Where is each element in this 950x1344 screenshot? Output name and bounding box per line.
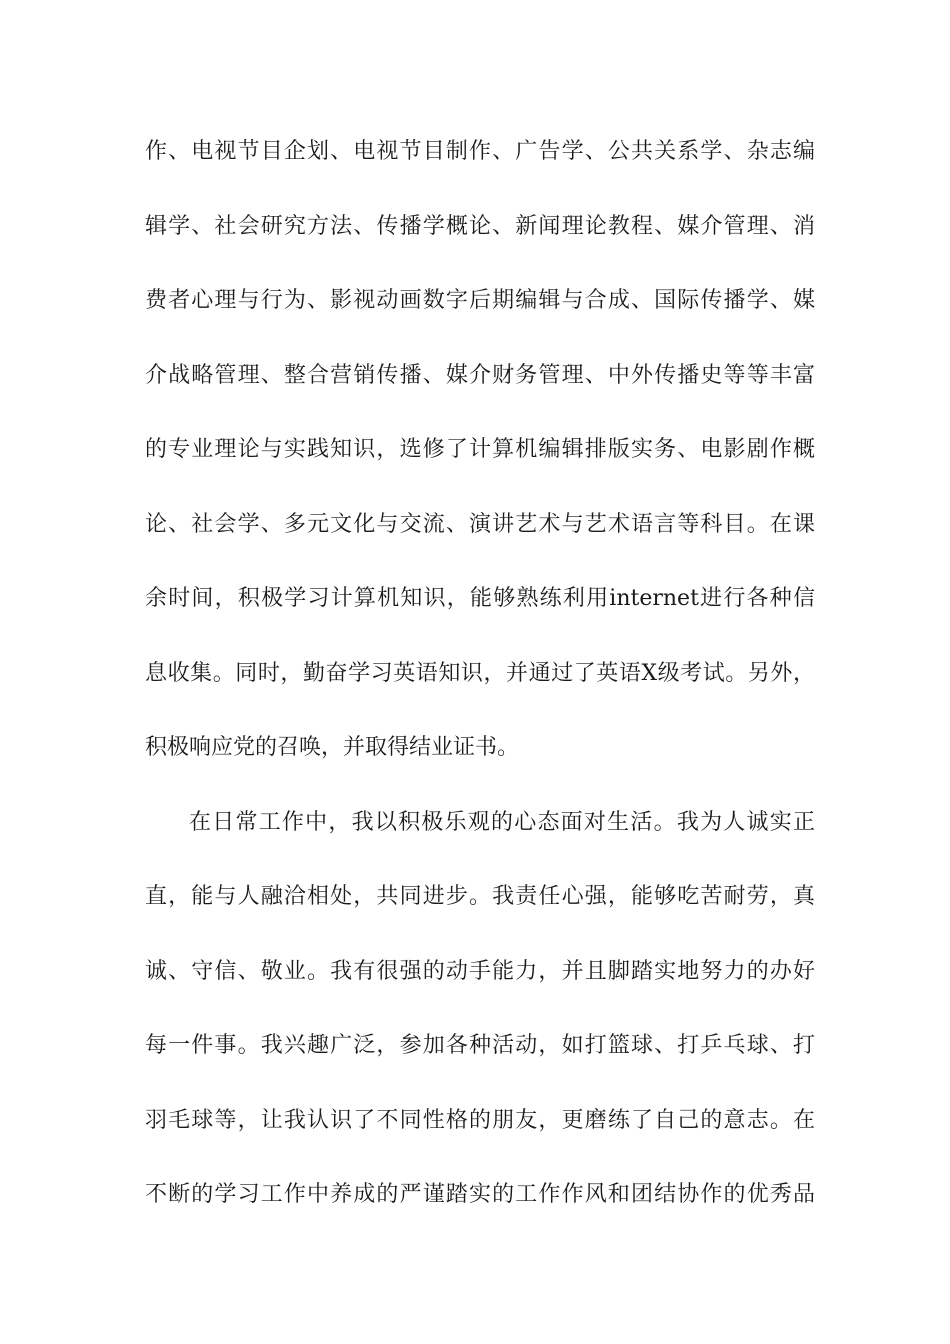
paragraph-start-line: 在日常工作中，我以积极乐观的心态面对生活。我为人诚实正	[189, 809, 815, 835]
text-line: 辑学、社会研究方法、传播学概论、新闻理论教程、媒介管理、消	[145, 213, 815, 239]
text-line: 费者心理与行为、影视动画数字后期编辑与合成、国际传播学、媒	[145, 288, 815, 313]
text-line: 直，能与人融洽相处，共同进步。我责任心强，能够吃苦耐劳，真	[145, 884, 815, 909]
text-line: 论、社会学、多元文化与交流、演讲艺术与艺术语言等科目。在课	[145, 511, 815, 537]
text-line: 介战略管理、整合营销传播、媒介财务管理、中外传播史等等丰富	[145, 362, 815, 388]
text-line: 作、电视节目企划、电视节目制作、广告学、公共关系学、杂志编	[145, 139, 815, 164]
text-line: 每一件事。我兴趣广泛，参加各种活动，如打篮球、打乒乓球、打	[145, 1033, 815, 1058]
text-line: 羽毛球等，让我认识了不同性格的朋友，更磨练了自己的意志。在	[145, 1107, 815, 1133]
text-line: 诚、守信、敬业。我有很强的动手能力，并且脚踏实地努力的办好	[145, 958, 815, 984]
text-line: 余时间，积极学习计算机知识，能够熟练利用internet进行各种信	[145, 586, 815, 611]
paragraph-end-line: 积极响应党的召唤，并取得结业证书。	[145, 735, 520, 760]
text-line: 息收集。同时，勤奋学习英语知识，并通过了英语X级考试。另外，	[145, 660, 815, 686]
text-line: 不断的学习工作中养成的严谨踏实的工作作风和团结协作的优秀品	[145, 1182, 815, 1207]
body-text	[145, 132, 815, 1250]
text-line: 的专业理论与实践知识，选修了计算机编辑排版实务、电影剧作概	[145, 437, 815, 462]
